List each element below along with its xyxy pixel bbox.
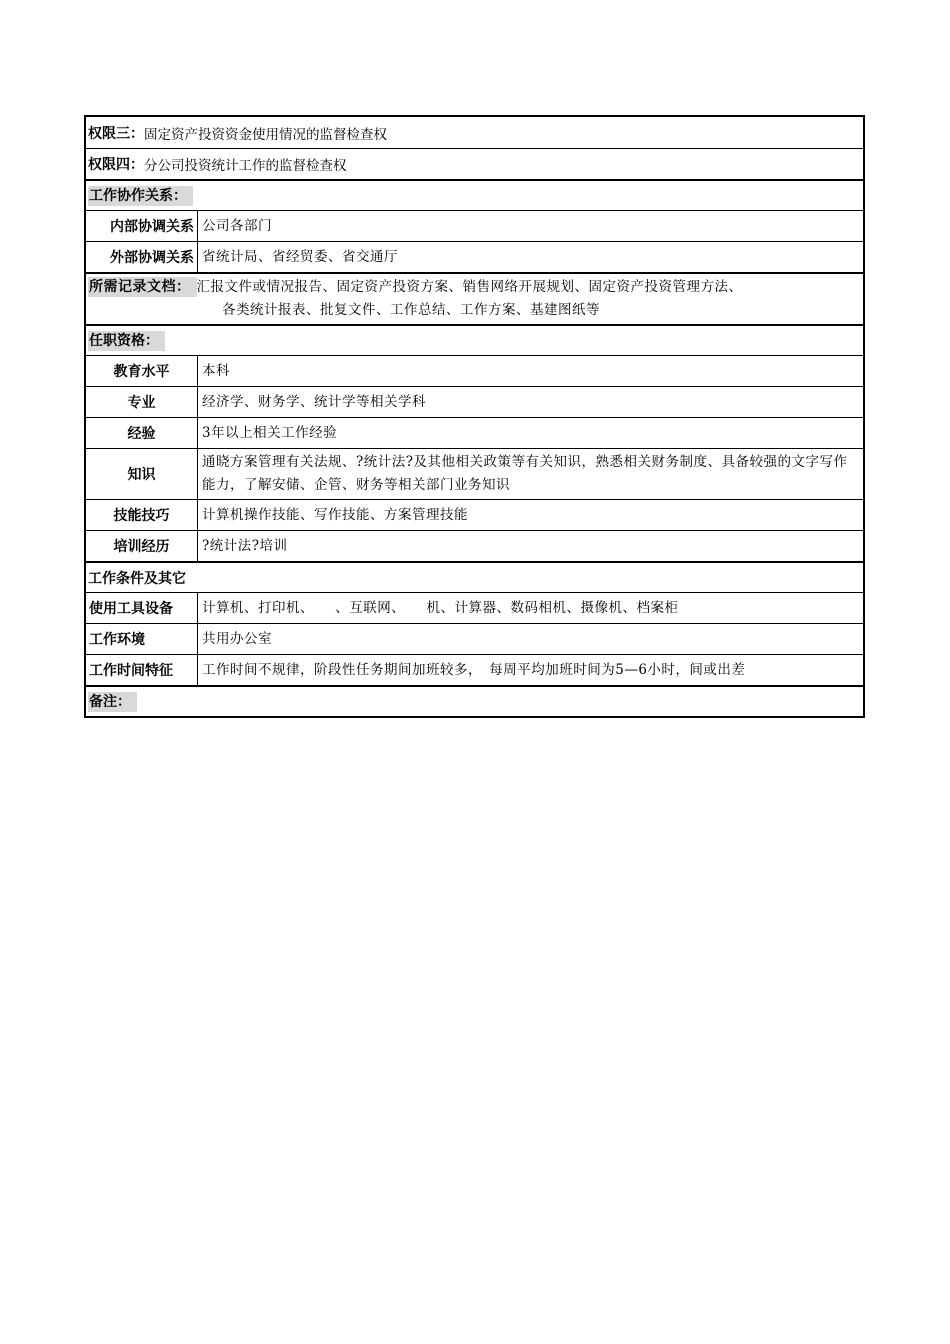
education-value: 本科 <box>202 362 230 379</box>
tools-label: 使用工具设备 <box>86 593 198 623</box>
records-row <box>86 272 863 324</box>
job-description-table <box>84 115 865 718</box>
authority-three-row <box>86 117 863 148</box>
internal-coordination-value: 公司各部门 <box>202 217 272 234</box>
authority-four-row <box>86 148 863 179</box>
experience-label: 经验 <box>86 418 198 448</box>
records-label: 所需记录文档： <box>88 277 197 297</box>
records-line1: 汇报文件或情况报告、固定资产投资方案、销售网络开展规划、固定资产投资管理方法、 <box>196 279 743 295</box>
authority-four-label: 权限四： <box>88 157 144 173</box>
external-coordination-value: 省统计局、省经贸委、省交通厅 <box>202 248 398 265</box>
knowledge-label: 知识 <box>86 449 198 499</box>
tools-value: 计算机、打印机、 、互联网、 机、计算器、数码相机、摄像机、档案柜 <box>202 599 679 616</box>
environment-label: 工作环境 <box>86 624 198 654</box>
authority-three-text: 固定资产投资资金使用情况的监督检查权 <box>144 126 387 143</box>
internal-coordination-row <box>86 210 863 241</box>
authority-four-text: 分公司投资统计工作的监督检查权 <box>144 158 347 174</box>
major-row <box>86 386 863 417</box>
work-time-label: 工作时间特征 <box>86 655 198 685</box>
remarks-label: 备注： <box>88 692 137 712</box>
skills-label: 技能技巧 <box>86 500 198 530</box>
work-time-value: 工作时间不规律，阶段性任务期间加班较多， 每周平均加班时间为5—6小时，间或出差 <box>202 661 746 678</box>
education-row <box>86 355 863 386</box>
records-line2: 各类统计报表、批复文件、工作总结、工作方案、基建图纸等 <box>222 302 600 318</box>
authority-three-label: 权限三： <box>88 125 144 142</box>
conditions-header: 工作条件及其它 <box>88 570 186 587</box>
external-coordination-label: 外部协调关系 <box>86 242 198 272</box>
training-row <box>86 530 863 561</box>
major-value: 经济学、财务学、统计学等相关学科 <box>202 393 426 410</box>
knowledge-row <box>86 448 863 499</box>
environment-value: 共用办公室 <box>202 630 272 647</box>
cooperation-header: 工作协作关系： <box>88 186 193 206</box>
remarks-row <box>86 685 863 716</box>
work-time-row <box>86 654 863 685</box>
cooperation-header-row <box>86 179 863 210</box>
conditions-header-row <box>86 561 863 592</box>
experience-row <box>86 417 863 448</box>
knowledge-value: 通晓方案管理有关法规、?统计法?及其他相关政策等有关知识，熟悉相关财务制度、具备较强的文字写作能力，了解安储、企管、财务等相关部门业务知识 <box>202 454 848 493</box>
environment-row <box>86 623 863 654</box>
tools-row <box>86 592 863 623</box>
education-label: 教育水平 <box>86 356 198 386</box>
training-value: ?统计法?培训 <box>202 537 288 554</box>
skills-value: 计算机操作技能、写作技能、方案管理技能 <box>202 506 468 523</box>
major-label: 专业 <box>86 387 198 417</box>
external-coordination-row <box>86 241 863 272</box>
experience-value: 3年以上相关工作经验 <box>202 424 338 441</box>
qualifications-header-row <box>86 324 863 355</box>
training-label: 培训经历 <box>86 531 198 561</box>
skills-row <box>86 499 863 530</box>
qualifications-header: 任职资格： <box>88 331 165 351</box>
internal-coordination-label: 内部协调关系 <box>86 211 198 241</box>
